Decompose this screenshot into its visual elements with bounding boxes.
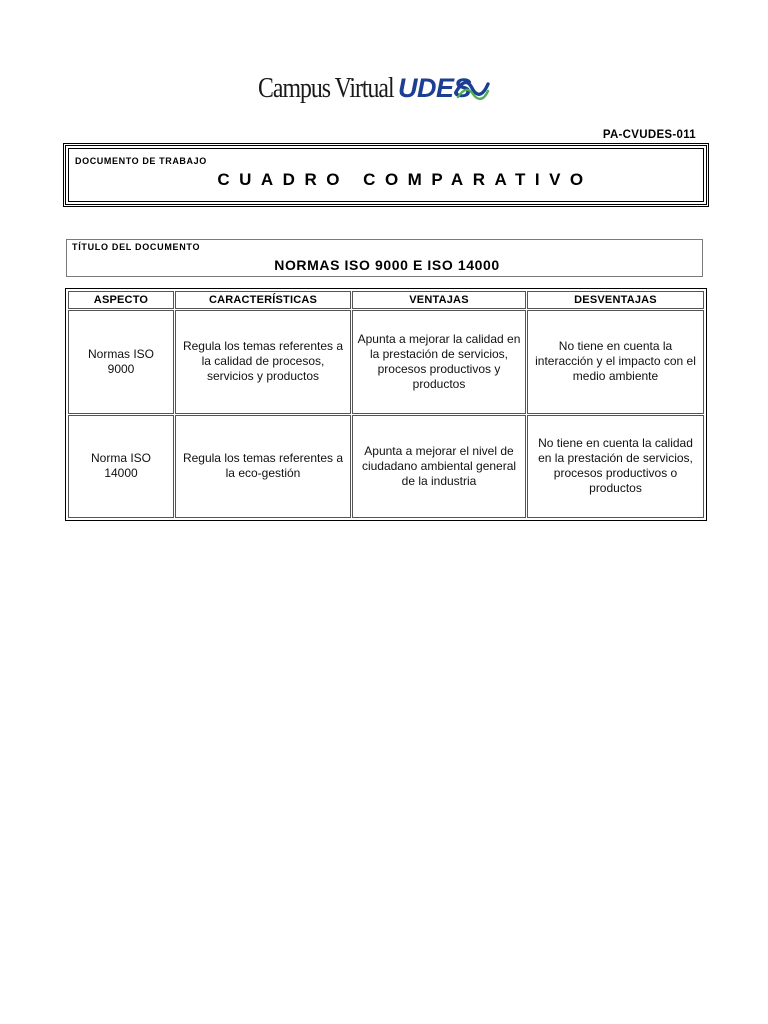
cell-desventajas: No tiene en cuenta la interacción y el impacto con el medio ambiente <box>527 310 704 414</box>
title-box <box>66 239 703 277</box>
header-box <box>63 143 709 207</box>
cell-aspecto: Normas ISO 9000 <box>68 310 174 414</box>
wave-icon <box>454 78 490 102</box>
header-aspecto: ASPECTO <box>68 291 174 309</box>
table-header-row <box>68 291 704 309</box>
document-title: NORMAS ISO 9000 E ISO 14000 <box>274 257 500 273</box>
comparative-table <box>65 288 707 521</box>
cell-ventajas: Apunta a mejorar la calidad en la prestación de servicios, procesos productivos y productos <box>352 310 526 414</box>
doc-title: CUADRO COMPARATIVO <box>217 170 593 189</box>
campus-virtual-logo <box>258 70 498 110</box>
cell-desventajas: No tiene en cuenta la calidad en la prestación de servicios, procesos productivos o productos <box>527 415 704 519</box>
header-desventajas: DESVENTAJAS <box>527 291 704 309</box>
document-code: PA-CVUDES-011 <box>602 129 696 141</box>
logo-brand-text: UDES <box>398 73 472 103</box>
header-ventajas: VENTAJAS <box>352 291 526 309</box>
table-row <box>68 415 704 519</box>
cell-caracteristicas: Regula los temas referentes a la eco-gestión <box>175 415 351 519</box>
header-caracteristicas: CARACTERÍSTICAS <box>175 291 351 309</box>
cell-aspecto: Norma ISO 14000 <box>68 415 174 519</box>
doc-type-label: DOCUMENTO DE TRABAJO <box>75 156 207 166</box>
table-row <box>68 310 704 414</box>
logo-campus-text: Campus Virtual <box>258 72 394 104</box>
cell-ventajas: Apunta a mejorar el nivel de ciudadano ambiental general de la industria <box>352 415 526 519</box>
title-label: TÍTULO DEL DOCUMENTO <box>72 242 201 252</box>
cell-caracteristicas: Regula los temas referentes a la calidad de procesos, servicios y productos <box>175 310 351 414</box>
